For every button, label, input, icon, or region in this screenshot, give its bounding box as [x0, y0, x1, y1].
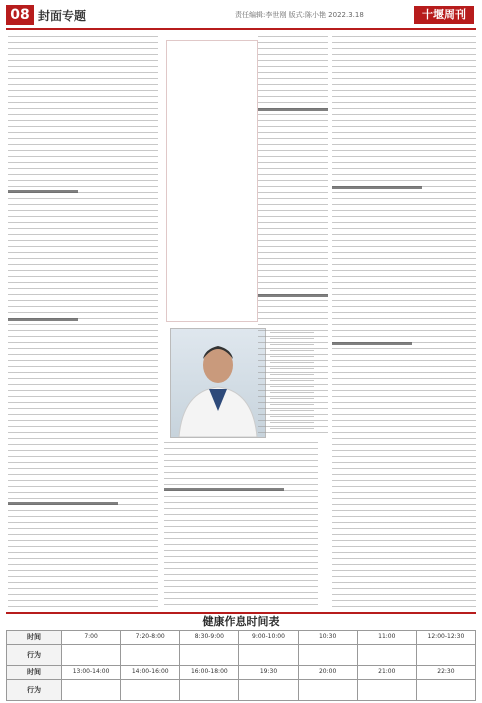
pm-time-cell: 22:30 [416, 666, 475, 680]
pm-time-cell: 21:00 [357, 666, 416, 680]
am-behavior-cell [239, 645, 298, 666]
publication-brand: 十堰周刊 [414, 6, 474, 24]
doctor-portrait-illustration [171, 329, 265, 437]
pm-behavior-cell [121, 680, 180, 701]
am-time-cell: 12:00-12:30 [416, 631, 475, 645]
am-behavior-cell [416, 645, 475, 666]
pm-time-cell: 14:00-16:00 [121, 666, 180, 680]
row-label-time: 时间 [7, 666, 62, 680]
header-rule [6, 28, 476, 30]
section-name: 封面专题 [38, 9, 87, 23]
page-number: 08 [6, 5, 34, 25]
column-1-subheading-1 [8, 190, 78, 193]
am-time-cell: 7:00 [62, 631, 121, 645]
row-label-behavior: 行为 [7, 645, 62, 666]
am-behavior-cell [121, 645, 180, 666]
column-3-subheading-1 [258, 108, 328, 111]
pm-time-cell: 19:30 [239, 666, 298, 680]
am-behavior-cell [62, 645, 121, 666]
schedule-table [6, 630, 476, 701]
pm-time-row [7, 666, 476, 680]
column-1-subheading-2 [8, 318, 78, 321]
column-4-subheading-1 [332, 186, 422, 189]
pm-time-cell: 20:00 [298, 666, 357, 680]
schedule-title: 健康作息时间表 [6, 612, 476, 630]
column-4-subheading-2 [332, 342, 412, 345]
column-3-subheading-2 [258, 294, 328, 297]
am-time-cell: 9:00-10:00 [239, 631, 298, 645]
article-column-1 [8, 36, 158, 608]
article-column-4 [332, 36, 476, 608]
page-header [0, 0, 482, 30]
am-time-cell: 10:30 [298, 631, 357, 645]
pm-time-cell: 16:00-18:00 [180, 666, 239, 680]
pm-behavior-cell [416, 680, 475, 701]
pm-time-cell: 13:00-14:00 [62, 666, 121, 680]
article-column-2 [164, 442, 318, 608]
column-1-subheading-3 [8, 502, 118, 505]
pm-behavior-cell [357, 680, 416, 701]
pm-behavior-row [7, 680, 476, 701]
am-time-cell: 11:00 [357, 631, 416, 645]
title-frame [166, 40, 258, 322]
am-time-cell: 7:20-8:00 [121, 631, 180, 645]
pm-behavior-cell [62, 680, 121, 701]
am-time-cell: 8:30-9:00 [180, 631, 239, 645]
am-behavior-row [7, 645, 476, 666]
pm-behavior-cell [239, 680, 298, 701]
doctor-portrait [170, 328, 266, 438]
row-label-behavior: 行为 [7, 680, 62, 701]
am-time-row [7, 631, 476, 645]
am-behavior-cell [298, 645, 357, 666]
schedule-table-block [6, 612, 476, 701]
article-column-3 [258, 36, 328, 436]
am-behavior-cell [357, 645, 416, 666]
am-behavior-cell [180, 645, 239, 666]
row-label-time: 时间 [7, 631, 62, 645]
pm-behavior-cell [298, 680, 357, 701]
editor-credits: 责任编辑:李世刚 版式:陈小艳 2022.3.18 [235, 11, 364, 19]
pm-behavior-cell [180, 680, 239, 701]
column-2-subheading-1 [164, 488, 284, 491]
